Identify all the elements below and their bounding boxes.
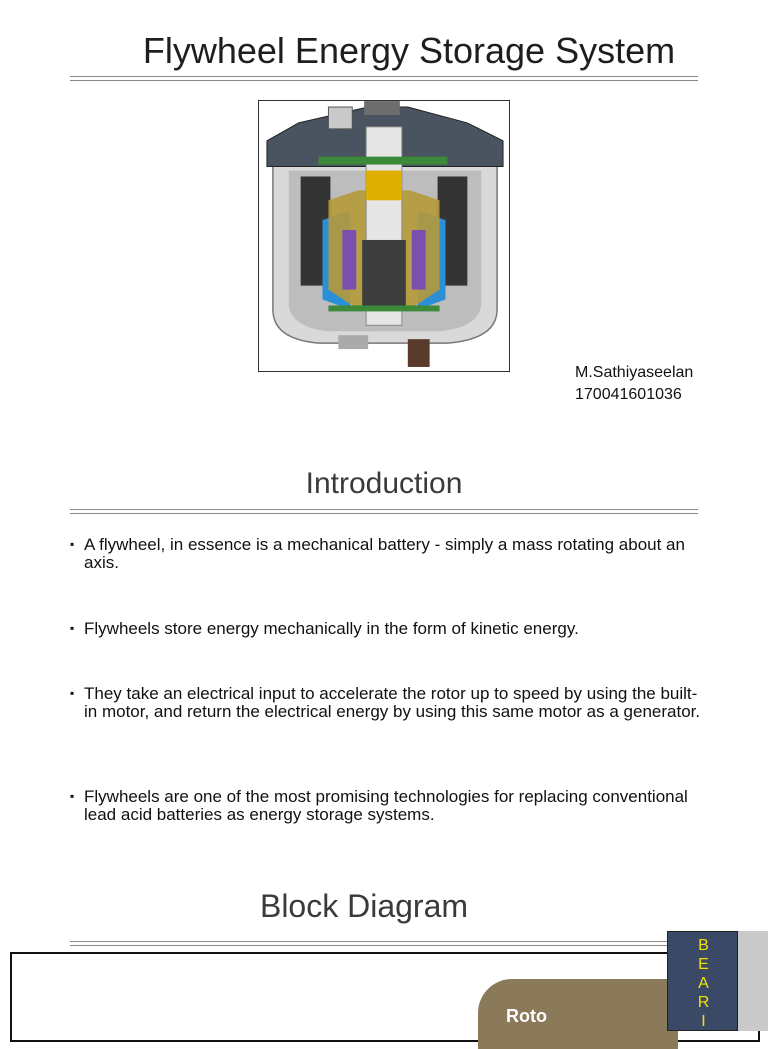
bullet-text: They take an electrical input to accelerate the rotor up to speed by using the built-in motor, and return the electrical energy by using this same motor as a generator. <box>84 684 701 721</box>
bearing-edge <box>736 931 768 1031</box>
title-divider <box>70 76 698 81</box>
bullet-text: Flywheels store energy mechanically in the form of kinetic energy. <box>84 619 579 638</box>
bearing-letter: E <box>698 956 709 973</box>
bearing-letter: I <box>701 1013 706 1030</box>
author-id: 170041601036 <box>575 386 682 403</box>
bullet-text: Flywheels are one of the most promising technologies for replacing conventional lead acid batteries as energy storage systems. <box>84 787 688 824</box>
flywheel-cutaway-image <box>258 100 510 372</box>
bearing-letter: R <box>697 994 710 1011</box>
bullet-mark: ▪ <box>70 621 75 635</box>
bullet-item <box>70 685 710 721</box>
author-block <box>575 362 693 406</box>
flywheel-illustration <box>259 101 509 371</box>
slide-title-flywheel: Flywheel Energy Storage System <box>142 30 676 71</box>
bearing-letter: A <box>698 975 709 992</box>
bullet-mark: ▪ <box>70 686 75 700</box>
bearing-label <box>668 936 739 1031</box>
bullet-item <box>70 788 710 824</box>
bullet-text: A flywheel, in essence is a mechanical battery - simply a mass rotating about an axis. <box>84 535 685 572</box>
slide-title-block-diagram: Block Diagram <box>259 888 469 924</box>
rotor-label: Roto <box>506 1006 547 1026</box>
bullet-item <box>70 620 710 638</box>
bullet-mark: ▪ <box>70 789 75 803</box>
author-name: M.Sathiyaseelan <box>575 364 694 381</box>
bearing-block <box>667 931 738 1031</box>
intro-divider <box>70 509 698 514</box>
slide-title-introduction: Introduction <box>305 467 463 500</box>
bullet-item <box>70 536 710 572</box>
block-diagram-divider <box>70 941 698 946</box>
bearing-letter: B <box>698 937 709 954</box>
bullet-mark: ▪ <box>70 537 75 551</box>
